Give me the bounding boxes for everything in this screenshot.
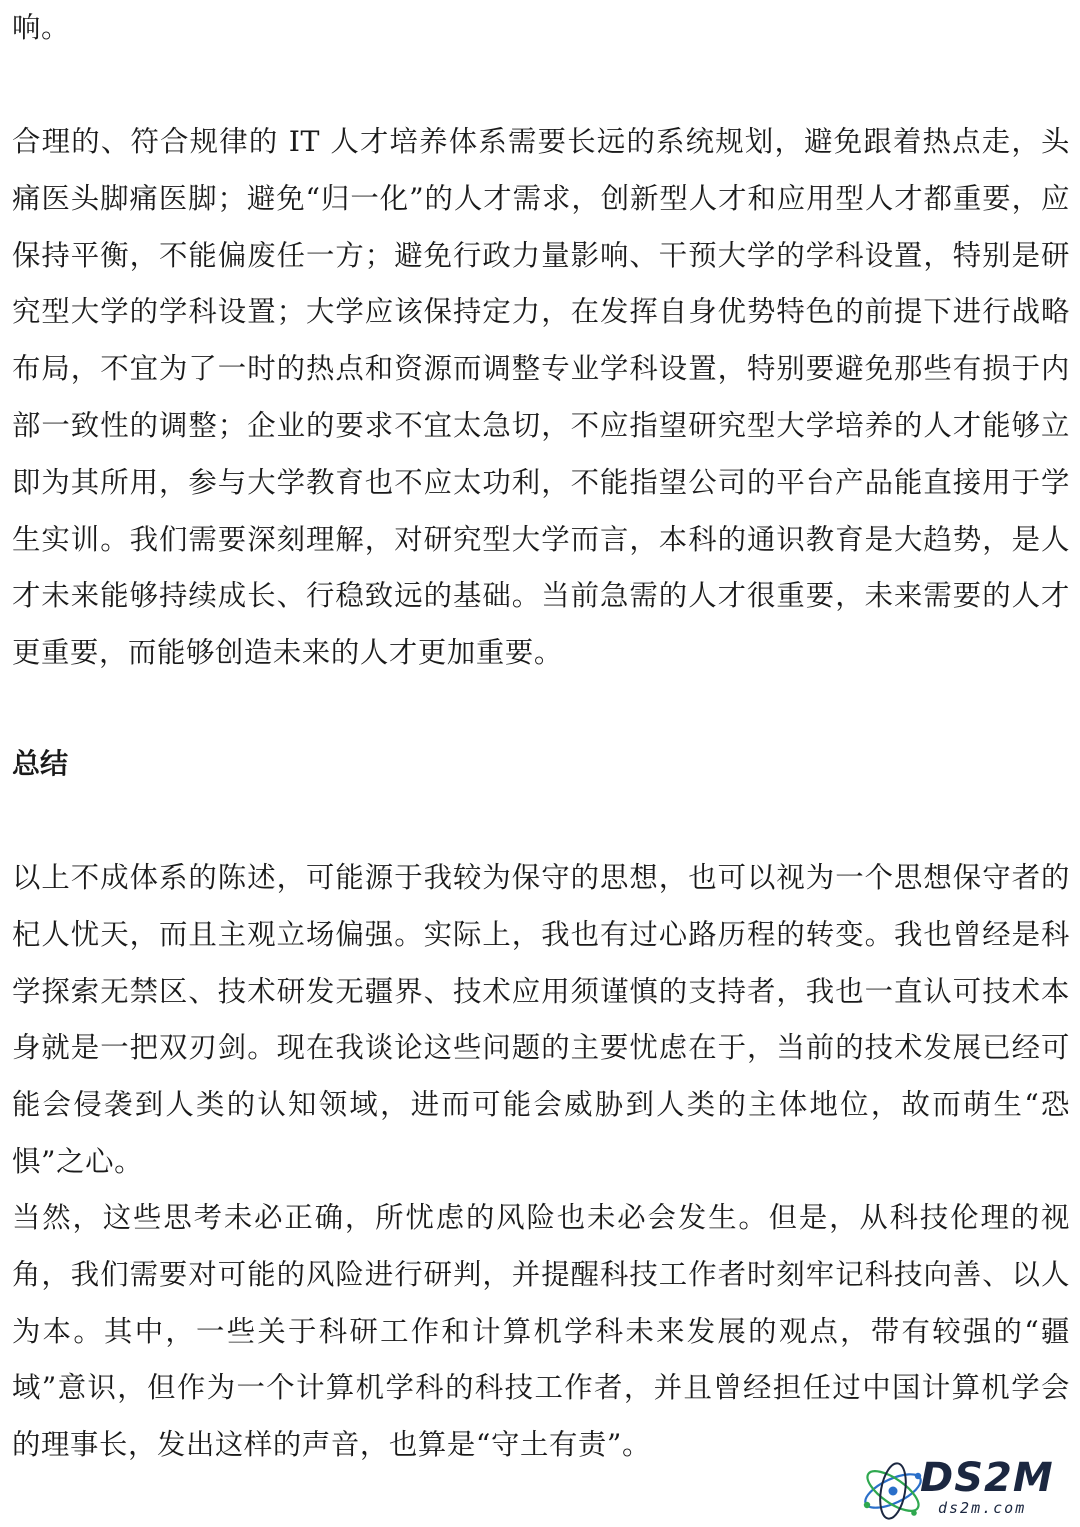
paragraph-summary-conclusion: 当然，这些思考未必正确，所忧虑的风险也未必会发生。但是，从科技伦理的视角，我们需要对可能的风险进行研判，并提醒科技工作者时刻牢记科技向善、以人为本。其中，一些关于科研工作和计算机学科未来发展的观点，带有较强的“疆域”意识，但作为一个计算机学科的科技工作者，并且曾经担任过中国计算机学会的理事长，发出这样的声音，也算是“守土有责”。 bbox=[12, 1201, 1070, 1462]
watermark-brand: DS2M bbox=[920, 1455, 1054, 1501]
paragraph-fragment: 响。 bbox=[12, 11, 70, 44]
paragraph-talent-cultivation: 合理的、符合规律的 IT 人才培养体系需要长远的系统规划，避免跟着热点走，头痛医头脚痛医脚；避免“归一化”的人才需求，创新型人才和应用型人才都重要，应保持平衡，不能偏废任一方；避免行政力量影响、干预大学的学科设置，特别是研究型大学的学科设置；大学应该保持定力，在发挥自身优势特色的前提下进行战略布局，不宜为了一时的热点和资源而调整专业学科设置，特别要避免那些有损于内部一致性的调整；企业的要求不宜太急切，不应指望研究型大学培养的人才能够立即为其所用，参与大学教育也不应太功利，不能指望公司的平台产品能直接用于学生实训。我们需要深刻理解，对研究型大学而言，本科的通识教育是大趋势，是人才未来能够持续成长、行稳致远的基础。当前急需的人才很重要，未来需要的人才更重要，而能够创造未来的人才更加重要。 bbox=[12, 125, 1070, 670]
section-heading-summary: 总结 bbox=[12, 747, 69, 780]
paragraph-summary-reflection: 以上不成体系的陈述，可能源于我较为保守的思想，也可以视为一个思想保守者的杞人忧天，而且主观立场偏强。实际上，我也有过心路历程的转变。我也曾经是科学探索无禁区、技术研发无疆界、技术应用须谨慎的支持者，我也一直认可技术本身就是一把双刃剑。现在我谈论这些问题的主要忧虑在于，当前的技术发展已经可能会侵袭到人类的认知领域，进而可能会威胁到人类的主体地位，故而萌生“恐惧”之心。 bbox=[12, 861, 1070, 1178]
watermark-url: ds2m.com bbox=[938, 1499, 1027, 1517]
watermark bbox=[858, 1455, 1072, 1525]
atom-icon bbox=[858, 1455, 928, 1525]
